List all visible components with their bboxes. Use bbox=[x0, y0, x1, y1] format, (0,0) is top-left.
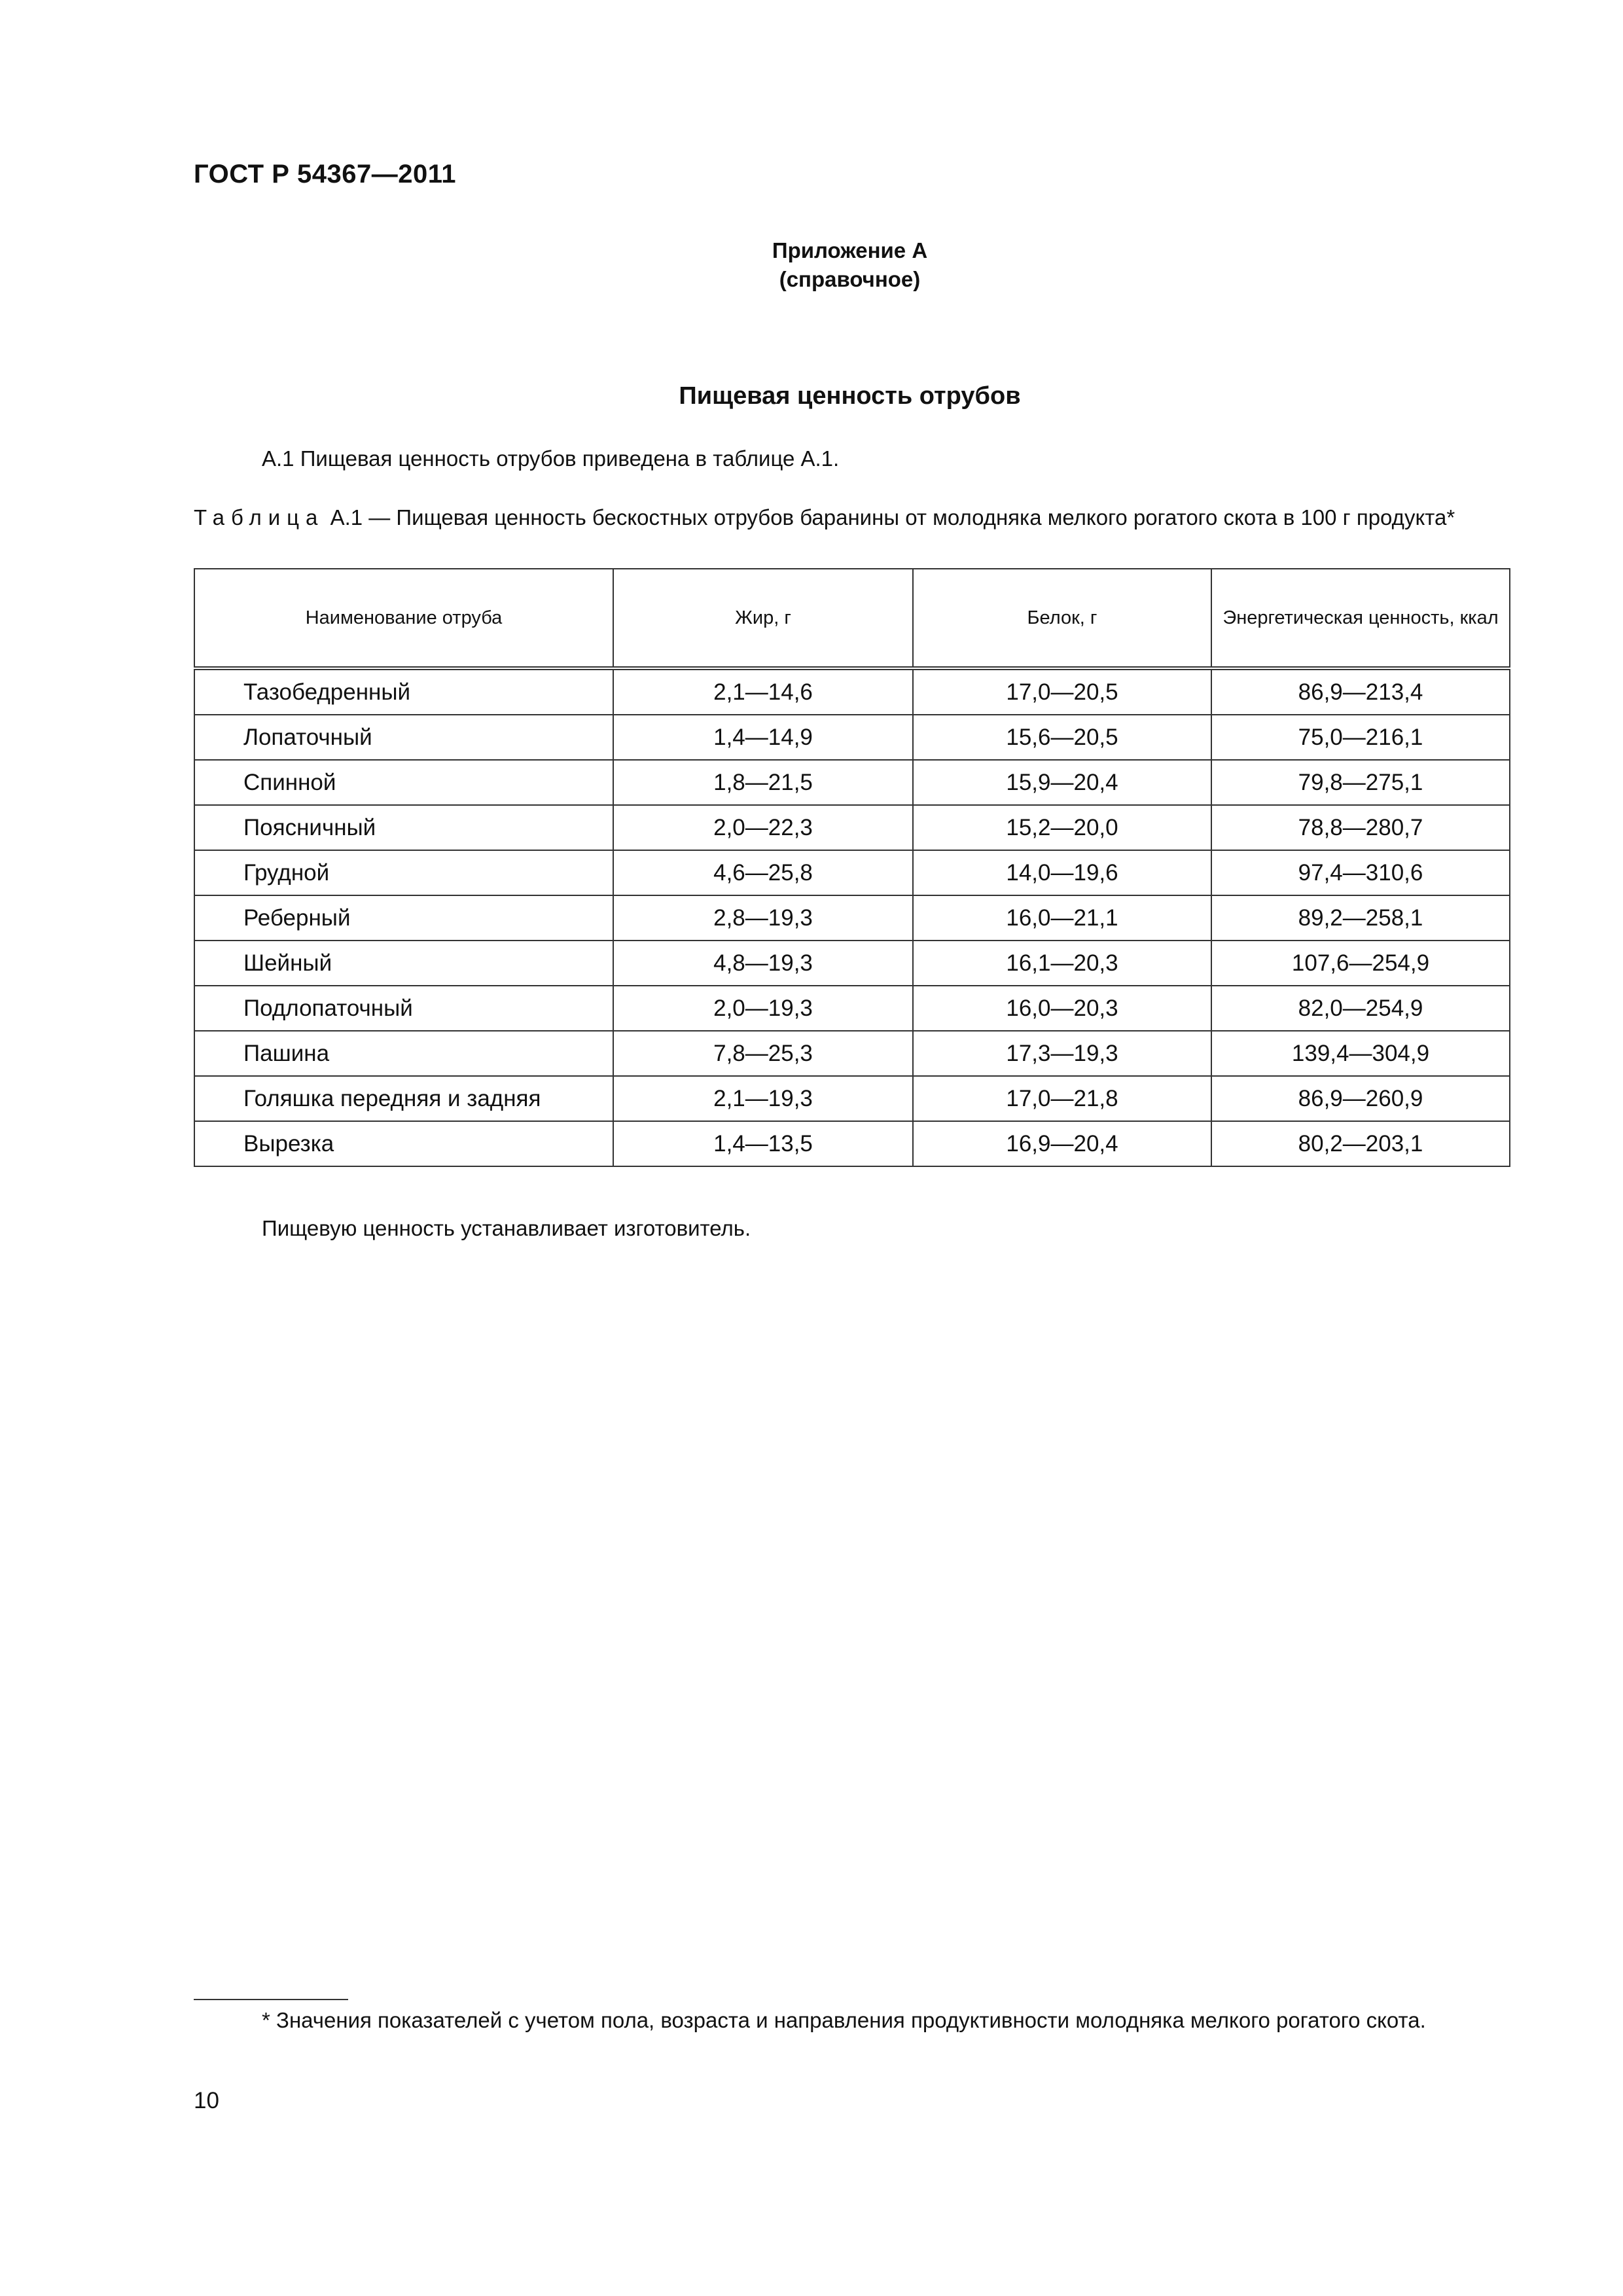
cut-name-cell: Грудной bbox=[194, 850, 613, 895]
energy-cell: 107,6—254,9 bbox=[1211, 941, 1510, 986]
fat-cell: 2,0—19,3 bbox=[613, 986, 913, 1031]
table-header-row bbox=[194, 569, 1510, 668]
table-row bbox=[194, 986, 1510, 1031]
cut-name-cell: Спинной bbox=[194, 760, 613, 805]
annex-kind: (справочное) bbox=[779, 267, 921, 291]
protein-cell: 14,0—19,6 bbox=[913, 850, 1211, 895]
fat-cell: 4,8—19,3 bbox=[613, 941, 913, 986]
protein-cell: 16,0—20,3 bbox=[913, 986, 1211, 1031]
protein-cell: 16,0—21,1 bbox=[913, 895, 1211, 941]
energy-cell: 78,8—280,7 bbox=[1211, 805, 1510, 850]
protein-cell: 15,9—20,4 bbox=[913, 760, 1211, 805]
fat-cell: 7,8—25,3 bbox=[613, 1031, 913, 1076]
protein-cell: 17,0—20,5 bbox=[913, 668, 1211, 715]
energy-cell: 89,2—258,1 bbox=[1211, 895, 1510, 941]
cut-name-cell: Голяшка передняя и задняя bbox=[194, 1076, 613, 1121]
protein-cell: 17,3—19,3 bbox=[913, 1031, 1211, 1076]
nutrition-table bbox=[194, 568, 1510, 1167]
energy-cell: 79,8—275,1 bbox=[1211, 760, 1510, 805]
energy-cell: 75,0—216,1 bbox=[1211, 715, 1510, 760]
table-row bbox=[194, 668, 1510, 715]
intro-paragraph: А.1 Пищевая ценность отрубов приведена в таблице А.1. bbox=[262, 446, 840, 471]
cut-name-cell: Шейный bbox=[194, 941, 613, 986]
header-energy: Энергетическая ценность, ккал bbox=[1211, 569, 1510, 668]
table-row bbox=[194, 1121, 1510, 1166]
cut-name-cell: Пашина bbox=[194, 1031, 613, 1076]
fat-cell: 4,6—25,8 bbox=[613, 850, 913, 895]
cut-name-cell: Поясничный bbox=[194, 805, 613, 850]
cut-name-cell: Лопаточный bbox=[194, 715, 613, 760]
manufacturer-note: Пищевую ценность устанавливает изготовитель. bbox=[262, 1216, 751, 1240]
protein-cell: 16,9—20,4 bbox=[913, 1121, 1211, 1166]
energy-cell: 86,9—260,9 bbox=[1211, 1076, 1510, 1121]
table-row bbox=[194, 1031, 1510, 1076]
page-number: 10 bbox=[194, 2088, 219, 2113]
table-row bbox=[194, 760, 1510, 805]
table-caption bbox=[194, 504, 1509, 531]
protein-cell: 16,1—20,3 bbox=[913, 941, 1211, 986]
table-row bbox=[194, 1076, 1510, 1121]
energy-cell: 139,4—304,9 bbox=[1211, 1031, 1510, 1076]
table-row bbox=[194, 805, 1510, 850]
fat-cell: 1,4—13,5 bbox=[613, 1121, 913, 1166]
table-row bbox=[194, 941, 1510, 986]
cut-name-cell: Реберный bbox=[194, 895, 613, 941]
table-caption-text: А.1 — Пищевая ценность бескостных отрубов баранины от молодняка мелкого рогатого скота в 100 г продукта* bbox=[330, 505, 1455, 529]
energy-cell: 80,2—203,1 bbox=[1211, 1121, 1510, 1166]
fat-cell: 2,8—19,3 bbox=[613, 895, 913, 941]
fat-cell: 1,8—21,5 bbox=[613, 760, 913, 805]
header-fat: Жир, г bbox=[613, 569, 913, 668]
fat-cell: 2,1—19,3 bbox=[613, 1076, 913, 1121]
fat-cell: 1,4—14,9 bbox=[613, 715, 913, 760]
header-protein: Белок, г bbox=[913, 569, 1211, 668]
cut-name-cell: Тазобедренный bbox=[194, 668, 613, 715]
section-title: Пищевая ценность отрубов bbox=[679, 382, 1021, 410]
protein-cell: 15,6—20,5 bbox=[913, 715, 1211, 760]
table-row bbox=[194, 895, 1510, 941]
fat-cell: 2,0—22,3 bbox=[613, 805, 913, 850]
table-caption-label: Таблица bbox=[194, 505, 325, 529]
fat-cell: 2,1—14,6 bbox=[613, 668, 913, 715]
annex-title: Приложение А bbox=[772, 238, 928, 262]
protein-cell: 17,0—21,8 bbox=[913, 1076, 1211, 1121]
footnote: * Значения показателей с учетом пола, возраста и направления продуктивности молодняка мелкого рогатого скота. bbox=[262, 2008, 1426, 2032]
cut-name-cell: Вырезка bbox=[194, 1121, 613, 1166]
cut-name-cell: Подлопаточный bbox=[194, 986, 613, 1031]
energy-cell: 82,0—254,9 bbox=[1211, 986, 1510, 1031]
standard-id: ГОСТ Р 54367—2011 bbox=[194, 160, 456, 188]
table-row bbox=[194, 715, 1510, 760]
protein-cell: 15,2—20,0 bbox=[913, 805, 1211, 850]
footnote-divider bbox=[194, 1999, 348, 2000]
energy-cell: 97,4—310,6 bbox=[1211, 850, 1510, 895]
energy-cell: 86,9—213,4 bbox=[1211, 668, 1510, 715]
table-row bbox=[194, 850, 1510, 895]
header-cut-name: Наименование отруба bbox=[194, 569, 613, 668]
